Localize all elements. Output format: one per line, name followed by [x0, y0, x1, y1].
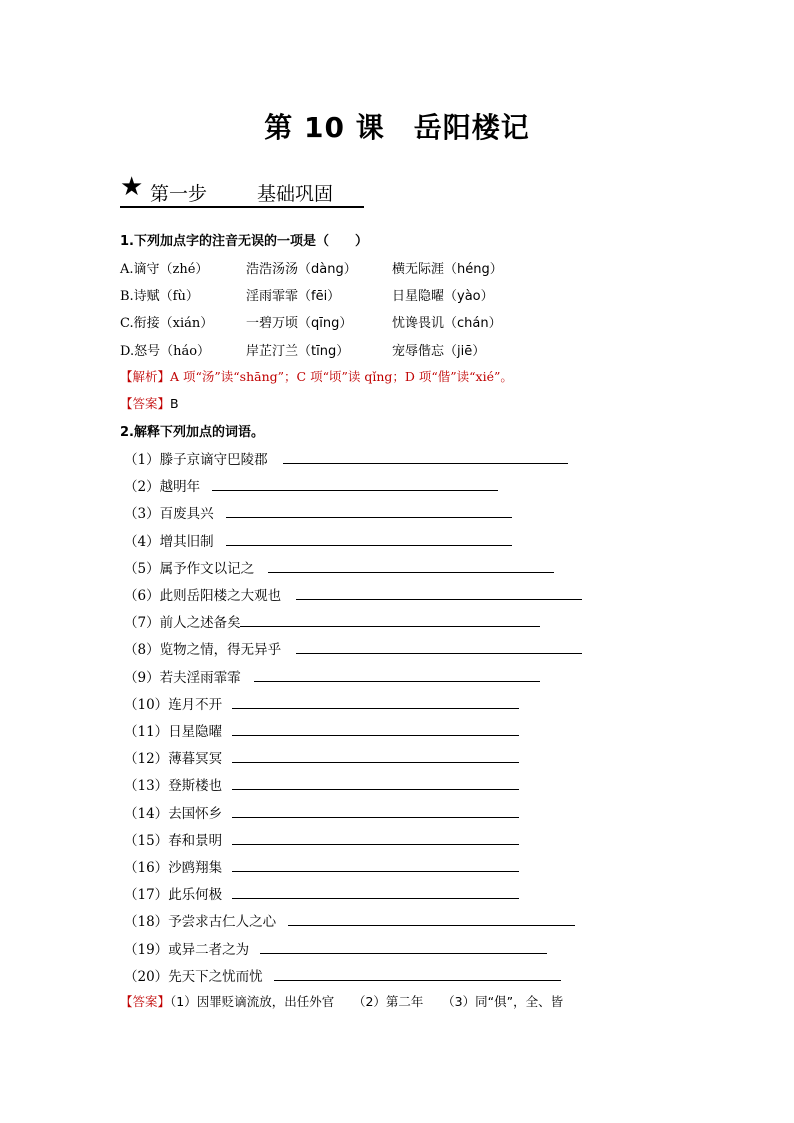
item-number: （12） — [124, 751, 169, 768]
option-d-3: 宠辱偕忘（jiē） — [392, 344, 486, 359]
option-b-3: 日星隐曜（yào） — [392, 289, 494, 304]
option-a-2: 浩浩汤汤（dàng） — [246, 262, 357, 277]
answer-blank-line[interactable] — [232, 735, 519, 736]
option-row-a — [120, 258, 680, 278]
answer-blank-line[interactable] — [232, 817, 519, 818]
item-text: 属予作文以记之 — [159, 560, 255, 577]
item-number: （9） — [124, 669, 160, 686]
answer-blank-line[interactable] — [268, 572, 554, 573]
page-title: 第 10 课 岳阳楼记 — [264, 111, 530, 144]
question-item — [124, 693, 222, 713]
item-number: （19） — [124, 941, 169, 958]
item-number: （5） — [124, 560, 160, 577]
item-text: 日星隐曜 — [168, 724, 223, 740]
question-item — [124, 774, 222, 794]
item-text: 越明年 — [159, 479, 201, 496]
star-icon: ★ — [120, 172, 144, 202]
answer-blank-line[interactable] — [274, 980, 561, 981]
item-number: （11） — [124, 724, 169, 740]
answer-blank-line[interactable] — [232, 844, 519, 845]
item-text: 薄暮冥冥 — [168, 751, 223, 768]
question-item — [124, 475, 200, 495]
answer-blank-line[interactable] — [232, 762, 519, 763]
item-number: （18） — [124, 914, 169, 931]
item-text: 登斯楼也 — [168, 778, 223, 795]
option-a-1: A.谪守（zhé） — [120, 262, 209, 277]
question-item — [124, 747, 222, 767]
question-item — [124, 638, 281, 658]
item-number: （14） — [124, 805, 169, 822]
answer-label: 【答案】 — [120, 396, 171, 411]
question-2-answer — [120, 992, 563, 1010]
item-number: （15） — [124, 832, 169, 849]
question-item — [124, 584, 281, 604]
item-text: 此乐何极 — [168, 887, 223, 904]
item-number: （20） — [124, 968, 169, 985]
answer-blank-line[interactable] — [226, 517, 512, 518]
option-d-2: 岸芷汀兰（tīng） — [246, 344, 350, 359]
question-item — [124, 448, 268, 468]
question-1-answer — [120, 394, 179, 412]
option-b-2: 淫雨霏霏（fēi） — [246, 289, 341, 304]
item-text: 若夫淫雨霏霏 — [159, 669, 241, 686]
answer-blank-line[interactable] — [232, 708, 519, 709]
step-label: 第一步 — [150, 183, 208, 205]
item-number: （1） — [124, 452, 160, 468]
item-text: 增其旧制 — [159, 533, 214, 550]
question-item — [124, 910, 276, 930]
answer-blank-line[interactable] — [212, 490, 498, 491]
item-text: 先天下之忧而忧 — [168, 968, 263, 985]
item-number: （2） — [124, 479, 160, 496]
item-number: （17） — [124, 887, 169, 904]
answer-blank-line[interactable] — [283, 463, 568, 464]
question-1-analysis: 【解析】A 项“汤”读“shāng”；C 项“顷”读 qǐng；D 项“偕”读“xié”。 — [120, 369, 513, 384]
item-text: 去国怀乡 — [168, 805, 223, 822]
answer-blank-line[interactable] — [254, 681, 540, 682]
question-item — [124, 557, 254, 577]
answer-blank-line[interactable] — [260, 953, 547, 954]
answer-value: B — [170, 396, 179, 411]
question-item — [124, 666, 241, 686]
option-b-1: B.诗赋（fù） — [120, 289, 199, 304]
answer-blank-line[interactable] — [296, 599, 582, 600]
step-title: 基础巩固 — [257, 183, 334, 205]
option-row-b — [120, 285, 680, 305]
item-text: 或异二者之为 — [168, 941, 250, 958]
answer-text: （1）因罪贬谪流放，出任外官 （2）第二年 （3）同“俱”，全、皆 — [170, 994, 564, 1009]
item-number: （3） — [124, 506, 160, 523]
question-item — [124, 611, 241, 631]
item-text: 连月不开 — [168, 696, 223, 713]
option-c-3: 忧谗畏讥（chán） — [392, 316, 502, 331]
item-text: 览物之情，得无异乎 — [159, 642, 282, 659]
step-heading — [120, 172, 364, 208]
item-text: 予尝求古仁人之心 — [168, 914, 277, 931]
option-row-c — [120, 312, 680, 332]
item-number: （7） — [124, 615, 160, 632]
answer-blank-line[interactable] — [232, 789, 519, 790]
item-text: 沙鸥翔集 — [168, 860, 223, 876]
option-c-2: 一碧万顷（qīng） — [246, 316, 353, 331]
item-text: 前人之述备矣 — [159, 615, 241, 632]
item-text: 春和景明 — [168, 832, 223, 849]
question-item — [124, 883, 222, 903]
question-item — [124, 720, 222, 740]
option-row-d — [120, 340, 680, 360]
question-item — [124, 502, 214, 522]
question-item — [124, 530, 214, 550]
answer-blank-line[interactable] — [232, 871, 519, 872]
answer-label: 【答案】 — [120, 994, 171, 1009]
item-number: （16） — [124, 860, 169, 876]
question-item — [124, 829, 222, 849]
option-a-3: 横无际涯（héng） — [392, 262, 503, 277]
question-item — [124, 938, 249, 958]
question-item — [124, 802, 222, 822]
option-c-1: C.衔接（xián） — [120, 316, 214, 331]
item-number: （4） — [124, 533, 160, 550]
option-d-1: D.怒号（háo） — [120, 344, 211, 359]
item-text: 此则岳阳楼之大观也 — [159, 588, 282, 604]
item-text: 百废具兴 — [159, 506, 214, 523]
item-text: 滕子京谪守巴陵郡 — [159, 452, 268, 468]
item-number: （10） — [124, 696, 169, 713]
answer-blank-line[interactable] — [232, 898, 519, 899]
question-2-heading: 2.解释下列加点的词语。 — [120, 425, 264, 440]
answer-blank-line[interactable] — [226, 545, 512, 546]
answer-blank-line[interactable] — [296, 653, 582, 654]
answer-blank-line[interactable] — [240, 626, 540, 627]
answer-blank-line[interactable] — [288, 925, 575, 926]
item-number: （8） — [124, 642, 160, 659]
question-item — [124, 856, 222, 876]
question-item — [124, 965, 263, 985]
item-number: （13） — [124, 778, 169, 795]
item-number: （6） — [124, 588, 160, 604]
question-1-heading: 1.下列加点字的注音无误的一项是（ ） — [120, 234, 368, 249]
